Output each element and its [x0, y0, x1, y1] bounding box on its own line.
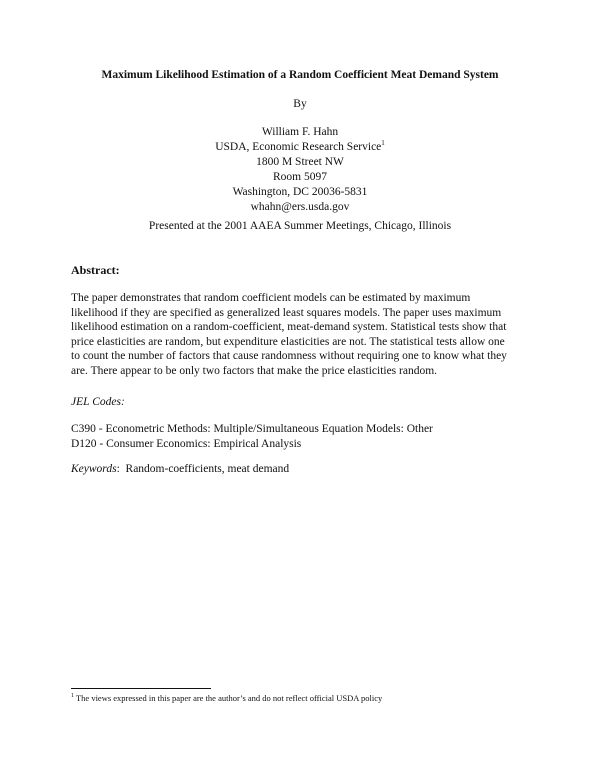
paper-title: Maximum Likelihood Estimation of a Random Coefficient Meat Demand System: [101, 69, 499, 81]
author-block: [0, 125, 600, 215]
keywords: Keywords: Random-coefficients, meat demand: [71, 463, 290, 475]
author-street: 1800 M Street NW: [256, 156, 344, 168]
footnote-divider: [71, 688, 211, 689]
footnote-marker: 1: [381, 139, 385, 148]
jel-codes: [71, 422, 433, 451]
footnote-mark: 1: [71, 693, 74, 700]
abstract-line: price elasticities are random, but expenditure elasticities are not. The statistical tests allow one: [71, 335, 505, 348]
abstract-line: to count the number of factors that cause randomness without requiring one to know what they: [71, 350, 507, 362]
footnote: [71, 693, 382, 703]
abstract-line: likelihood estimation on a random-coefficient, meat-demand system. Statistical tests show that: [71, 321, 507, 333]
author-room: Room 5097: [273, 171, 327, 183]
abstract-line: likelihood if they are specified as generalized least squares models. The paper uses maximum: [71, 306, 502, 319]
author-org-name: USDA, Economic Research Service: [215, 141, 382, 153]
author-city: Washington, DC 20036-5831: [232, 186, 368, 198]
presented-at: Presented at the 2001 AAEA Summer Meetings, Chicago, Illinois: [148, 220, 452, 232]
abstract-body: [71, 291, 533, 378]
abstract-line: are. There appear to be only two factors that make the price elasticities random.: [71, 364, 438, 377]
abstract-line: The paper demonstrates that random coefficient models can be estimated by maximum: [71, 292, 471, 304]
author-email: whahn@ers.usda.gov: [250, 201, 350, 213]
jel-heading: JEL Codes:: [71, 396, 125, 408]
jel-code: C390 - Econometric Methods: Multiple/Simultaneous Equation Models: Other: [71, 423, 433, 435]
footnote-text: The views expressed in this paper are the author’s and do not reflect official USDA policy: [75, 693, 383, 703]
keywords-label: Keywords: [71, 463, 117, 475]
keywords-value: Random-coefficients, meat demand: [125, 463, 290, 475]
jel-code: D120 - Consumer Economics: Empirical Analysis: [71, 437, 302, 450]
author-name: William F. Hahn: [261, 126, 339, 138]
abstract-heading: Abstract:: [71, 263, 120, 277]
author-org: [0, 140, 600, 155]
by-line: By: [293, 98, 307, 110]
